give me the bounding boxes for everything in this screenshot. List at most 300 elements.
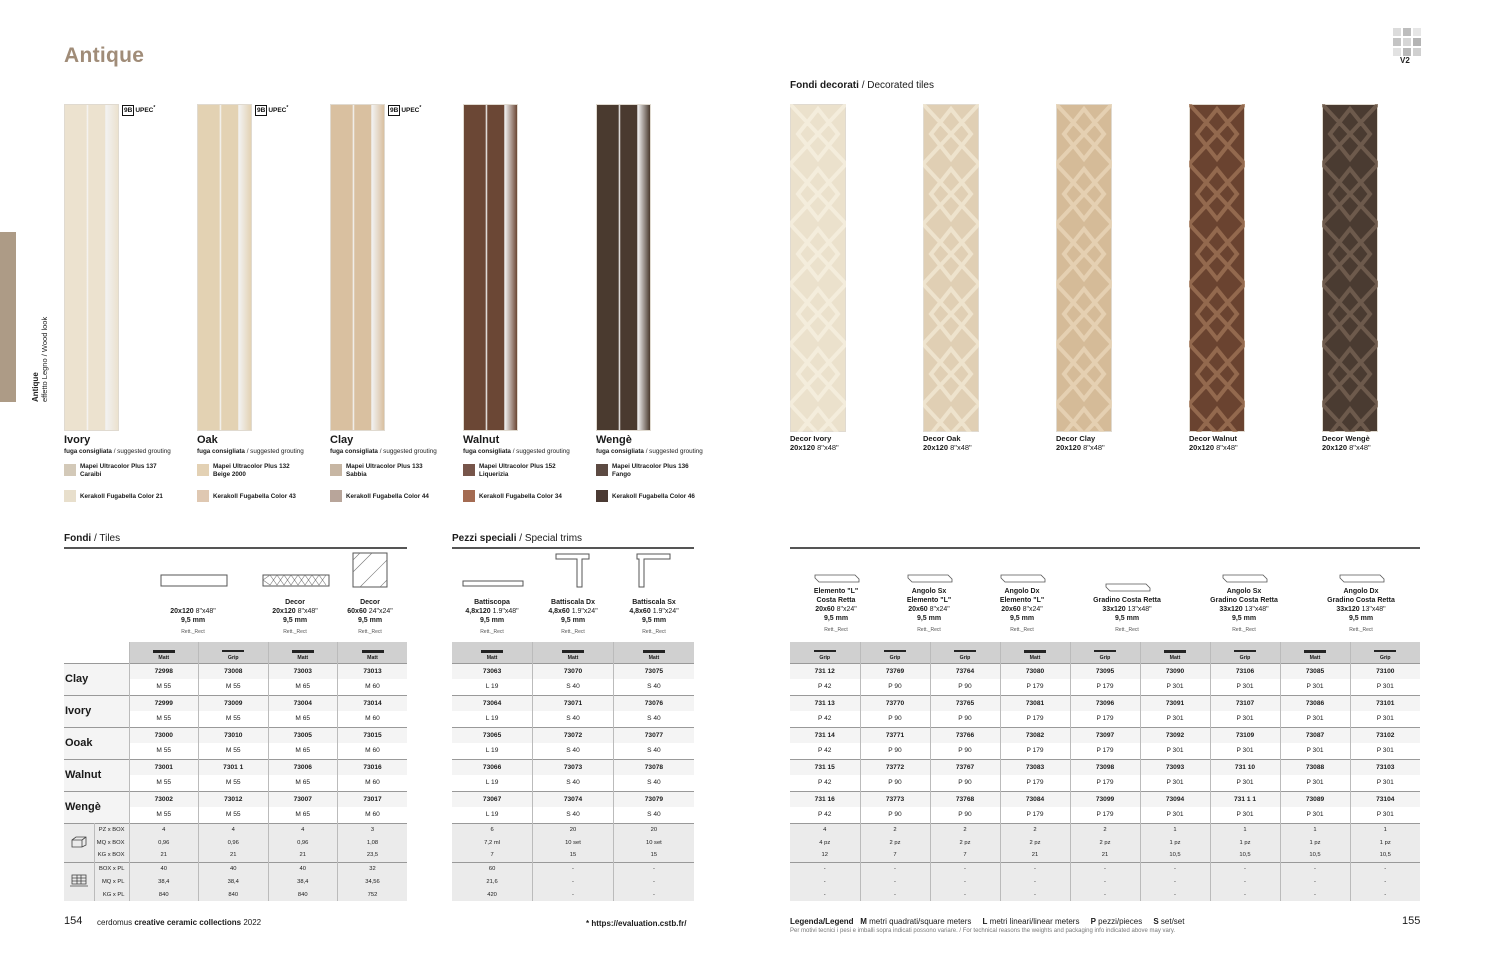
grout-mapei-color: Sabbia (346, 471, 367, 478)
pezzi-table (452, 642, 694, 901)
sales-unit: S 40 (613, 807, 694, 823)
article-code: 73074 (533, 791, 614, 807)
sales-unit: P 42 (790, 807, 860, 823)
sales-unit: P 90 (860, 807, 930, 823)
box-icon-cell (64, 823, 94, 862)
decor-size: 20x120 (923, 443, 949, 452)
row-label: Ivory (64, 695, 129, 727)
col-size: 20x120 (272, 608, 296, 615)
fondi-table (64, 642, 407, 901)
box-icon (70, 836, 88, 848)
decor-name (1322, 434, 1371, 452)
article-code: 73109 (1210, 727, 1280, 743)
pezzi-col-header (533, 598, 613, 637)
sales-unit: P 301 (1140, 807, 1210, 823)
article-code: 73006 (268, 759, 338, 775)
pack-value: 10,5 (1280, 849, 1350, 862)
cstb-link[interactable]: * https://evaluation.cstb.fr/ (586, 919, 687, 928)
matt-icon (1024, 650, 1046, 653)
pack-value: - (860, 888, 930, 901)
article-code: 73013 (338, 663, 408, 679)
matt-icon (362, 650, 384, 653)
row-label: Walnut (64, 759, 129, 791)
finish-header (452, 642, 533, 663)
logo-label: V2 (1400, 56, 1410, 65)
decor-name (1056, 434, 1105, 452)
article-code: 73077 (613, 727, 694, 743)
article-code: 72998 (129, 663, 199, 679)
pack-value: 420 (452, 888, 533, 901)
trim-col-header (1306, 571, 1416, 635)
grip-icon (1374, 650, 1396, 653)
finish-header (533, 642, 614, 663)
decor-section-title: Fondi decorati / Decorated tiles (790, 80, 934, 91)
tile-swatch (330, 104, 385, 431)
article-code: 73070 (533, 663, 614, 679)
grout-kerakoll: Kerakoll Fugabella Color 43 (213, 493, 296, 500)
col-name-2: Gradino Costa Retta (1093, 597, 1161, 604)
grout-mapei-color: Fango (612, 471, 631, 478)
sales-unit: M 65 (268, 679, 338, 695)
plank-thumb (160, 574, 228, 588)
sales-unit: M 65 (268, 743, 338, 759)
sales-unit: P 179 (1070, 807, 1140, 823)
finish-label: Grip (1379, 654, 1391, 661)
pack-value: 1 (1140, 823, 1210, 836)
pack-value: 1 pz (1140, 836, 1210, 849)
sales-unit: P 42 (790, 711, 860, 727)
pack-value: 0,96 (199, 836, 269, 849)
finish-header (860, 642, 930, 663)
matt-icon (1304, 650, 1326, 653)
article-code: 73083 (1000, 759, 1070, 775)
article-code: 73072 (533, 727, 614, 743)
pack-value: 1 (1350, 823, 1420, 836)
col-name-2: Elemento "L" (999, 597, 1045, 604)
grouting-caption-en: / suggested grouting (246, 448, 304, 455)
col-size: 33x120 (1219, 606, 1243, 613)
finish-label: Grip (1099, 654, 1111, 661)
grout-mapei-color: Beige 2000 (213, 471, 246, 478)
grip-icon (1234, 650, 1256, 653)
article-code: 731 13 (790, 695, 860, 711)
finish-header (268, 642, 338, 663)
sales-unit: P 301 (1210, 679, 1280, 695)
pack-value: 4 pz (790, 836, 860, 849)
sales-unit: P 179 (1000, 775, 1070, 791)
col-rect: Rett._Rect (824, 627, 848, 633)
grout-swatch-kerakoll (330, 490, 342, 502)
grout-swatch-kerakoll (64, 490, 76, 502)
finish-header (613, 642, 694, 663)
finish-label: Matt (1029, 654, 1041, 661)
sales-unit: M 60 (338, 711, 408, 727)
pack-value: - (860, 862, 930, 875)
pack-value: 10,5 (1140, 849, 1210, 862)
tile-name: Walnut (463, 434, 500, 446)
sales-unit: P 90 (860, 711, 930, 727)
badge-star: * (419, 105, 422, 111)
col-thickness: 9,5 mm (479, 617, 505, 624)
pack-value: 34,56 (338, 875, 408, 888)
tile-swatch (64, 104, 119, 431)
grout-mapei-name: Mapei Ultracolor Plus 152 (479, 463, 556, 470)
article-code: 73767 (930, 759, 1000, 775)
badge-box: 9B (390, 107, 399, 115)
fondi-rule (64, 547, 407, 549)
col-size: 20x60 (908, 606, 928, 613)
pack-value: - (613, 862, 694, 875)
sales-unit: L 19 (452, 807, 533, 823)
pack-value: - (1140, 875, 1210, 888)
article-code: 73080 (1000, 663, 1070, 679)
sales-unit: P 179 (1000, 679, 1070, 695)
sales-unit: L 19 (452, 775, 533, 791)
col-inch: 1.9"x24" (652, 608, 679, 615)
sales-unit: P 42 (790, 679, 860, 695)
pack-value: - (1140, 862, 1210, 875)
sales-unit: P 90 (930, 775, 1000, 791)
article-code: 73086 (1280, 695, 1350, 711)
skirting-thumb (462, 580, 524, 588)
trims-table (790, 642, 1420, 901)
pack-value: - (790, 875, 860, 888)
col-name-1: Angolo Dx (1343, 588, 1379, 595)
decor-title: Decor Clay (1056, 434, 1096, 443)
grip-icon (814, 650, 836, 653)
tile-swatch (463, 104, 518, 431)
sales-unit: M 60 (338, 775, 408, 791)
col-inch: 8"x48" (195, 608, 216, 615)
col-size: 4,8x60 (629, 608, 651, 615)
col-size: 60x60 (347, 608, 367, 615)
sales-unit: P 179 (1000, 743, 1070, 759)
matt-icon (1164, 650, 1186, 653)
sales-unit: P 301 (1140, 711, 1210, 727)
col-name: Decor (285, 599, 305, 606)
row-label: Clay (64, 663, 129, 695)
col-rect: Rett._Rect (181, 629, 205, 635)
col-name: Battiscala Dx (551, 599, 595, 606)
article-code: 73104 (1350, 791, 1420, 807)
pack-value: 840 (129, 888, 199, 901)
finish-label: Matt (367, 654, 378, 661)
pack-value: 2 pz (1000, 836, 1070, 849)
article-code: 73008 (199, 663, 269, 679)
col-inch: 8"x48" (297, 608, 318, 615)
grout-swatch-mapei (596, 464, 608, 476)
grouting-caption (463, 448, 570, 455)
grout-mapei (80, 463, 157, 479)
article-code: 731 10 (1210, 759, 1280, 775)
finish-label: Matt (1309, 654, 1321, 661)
pack-value: 2 pz (930, 836, 1000, 849)
grout-mapei (479, 463, 556, 479)
pack-value: 15 (613, 849, 694, 862)
sales-unit: P 301 (1210, 743, 1280, 759)
col-name: Battiscopa (474, 599, 510, 606)
col-inch: 8"x24" (1022, 606, 1043, 613)
pack-value: - (1210, 888, 1280, 901)
pack-value: - (533, 862, 614, 875)
sales-unit: P 179 (1070, 711, 1140, 727)
article-code: 73082 (1000, 727, 1070, 743)
pack-value: 38,4 (199, 875, 269, 888)
article-code: 73073 (533, 759, 614, 775)
section-tab (0, 232, 16, 402)
pack-value: - (1280, 888, 1350, 901)
pack-value: 1 pz (1350, 836, 1420, 849)
col-thickness: 9,5 mm (180, 617, 206, 624)
pack-value: - (930, 888, 1000, 901)
sales-unit: P 90 (860, 743, 930, 759)
col-thickness: 9,5 mm (560, 617, 586, 624)
pack-value: 21 (268, 849, 338, 862)
sales-unit: M 55 (129, 775, 199, 791)
pack-value: 10,5 (1210, 849, 1280, 862)
pack-value: - (930, 862, 1000, 875)
sales-unit: M 65 (268, 711, 338, 727)
sales-unit: L 19 (452, 679, 533, 695)
legend-note: Per motivi tecnici i pesi e imballi sopra indicati possono variare. / For technical reasons the weights and packaging info indicated above may vary. (790, 928, 1176, 934)
pack-value: 1 (1280, 823, 1350, 836)
decor-name (1189, 434, 1238, 452)
pack-label: PZ x BOX (94, 823, 129, 836)
article-code: 73103 (1350, 759, 1420, 775)
article-code: 73772 (860, 759, 930, 775)
sales-unit: M 55 (129, 743, 199, 759)
pack-value: - (1280, 862, 1350, 875)
col-size: 20x120 (170, 608, 194, 615)
sales-unit: P 179 (1070, 743, 1140, 759)
grout-kerakoll: Kerakoll Fugabella Color 21 (80, 493, 163, 500)
pack-value: 21 (1070, 849, 1140, 862)
pack-value: - (790, 862, 860, 875)
matt-icon (153, 650, 175, 653)
decor-inch: 8"x48" (1349, 443, 1371, 452)
article-code: 73017 (338, 791, 408, 807)
grouting-caption-it: fuga consigliata (197, 448, 245, 455)
sales-unit: S 40 (533, 679, 614, 695)
grout-swatch-mapei (197, 464, 209, 476)
col-rect: Rett._Rect (1349, 627, 1373, 633)
finish-header (129, 642, 199, 663)
article-code: 73766 (930, 727, 1000, 743)
col-size: 33x120 (1102, 606, 1126, 613)
col-inch: 1.9"x48" (492, 608, 519, 615)
page-number-left: 154 (64, 915, 83, 927)
step-thumb (1336, 571, 1386, 585)
grouting-caption-it: fuga consigliata (330, 448, 378, 455)
sales-unit: P 301 (1140, 679, 1210, 695)
finish-header (199, 642, 269, 663)
decor-name (790, 434, 839, 452)
col-thickness: 9,5 mm (1348, 615, 1374, 622)
finish-header (790, 642, 860, 663)
step-thumb (997, 571, 1047, 585)
sales-unit: P 301 (1280, 711, 1350, 727)
pack-value: 7 (452, 849, 533, 862)
sales-unit: P 301 (1210, 775, 1280, 791)
pack-value: 10,5 (1350, 849, 1420, 862)
pack-value: - (930, 875, 1000, 888)
pack-value: 2 pz (860, 836, 930, 849)
sales-unit: P 301 (1280, 743, 1350, 759)
col-thickness: 9,5 mm (916, 615, 942, 622)
sales-unit: P 301 (1280, 775, 1350, 791)
tile-name: Clay (330, 434, 354, 446)
finish-header (930, 642, 1000, 663)
sales-unit: S 40 (613, 711, 694, 727)
decor-plank-thumb (262, 574, 330, 588)
sales-unit: S 40 (533, 775, 614, 791)
col-inch: 13"x48" (1127, 606, 1152, 613)
upec-badge (388, 105, 421, 116)
col-rect: Rett._Rect (283, 629, 307, 635)
pack-value: 3 (338, 823, 408, 836)
pack-value: 21 (199, 849, 269, 862)
pack-value: - (1280, 875, 1350, 888)
matt-icon (562, 650, 584, 653)
sales-unit: S 40 (613, 679, 694, 695)
grouting-caption (64, 448, 171, 455)
pack-value: 4 (129, 823, 199, 836)
pack-value: 20 (533, 823, 614, 836)
finish-header (1070, 642, 1140, 663)
col-size: 33x120 (1336, 606, 1360, 613)
finish-label: Grip (819, 654, 831, 661)
finish-label: Grip (959, 654, 971, 661)
col-name-1: Angolo Sx (911, 588, 947, 595)
pack-value: 21,6 (452, 875, 533, 888)
article-code: 73014 (338, 695, 408, 711)
col-rect: Rett._Rect (480, 629, 504, 635)
pack-value: 40 (129, 862, 199, 875)
decor-title: Decor Walnut (1189, 434, 1238, 443)
article-code: 73064 (452, 695, 533, 711)
sales-unit: S 40 (533, 807, 614, 823)
col-inch: 13"x48" (1361, 606, 1386, 613)
sales-unit: P 301 (1350, 711, 1420, 727)
brand-footer: cerdomus creative ceramic collections 2022 (97, 918, 262, 927)
decor-square-thumb (352, 552, 388, 588)
pack-value: - (1140, 888, 1210, 901)
fondi-title: Fondi / Tiles (64, 533, 121, 544)
sales-unit: P 301 (1350, 743, 1420, 759)
article-code: 73005 (268, 727, 338, 743)
sales-unit: P 179 (1000, 711, 1070, 727)
article-code: 73099 (1070, 791, 1140, 807)
finish-label: Matt (1169, 654, 1181, 661)
sales-unit: M 55 (199, 807, 269, 823)
trim-col-header (967, 571, 1077, 635)
article-code: 73094 (1140, 791, 1210, 807)
sales-unit: P 90 (860, 679, 930, 695)
article-code: 73095 (1070, 663, 1140, 679)
article-code: 73101 (1350, 695, 1420, 711)
sales-unit: P 179 (1000, 807, 1070, 823)
grout-mapei (612, 463, 689, 479)
pack-value: 7 (860, 849, 930, 862)
tile-name: Wengè (596, 434, 632, 446)
pack-value: - (533, 888, 614, 901)
col-rect: Rett._Rect (358, 629, 382, 635)
pack-value: - (1070, 888, 1140, 901)
sales-unit: L 19 (452, 743, 533, 759)
sales-unit: P 42 (790, 743, 860, 759)
pack-value: - (533, 875, 614, 888)
col-rect: Rett._Rect (1010, 627, 1034, 633)
trim-col-header (1072, 580, 1182, 635)
pack-value: 752 (338, 888, 408, 901)
sales-unit: M 60 (338, 679, 408, 695)
right-rule (790, 547, 1420, 549)
article-code: 73081 (1000, 695, 1070, 711)
finish-header (338, 642, 408, 663)
pack-value: 23,5 (338, 849, 408, 862)
decor-inch: 8"x48" (950, 443, 972, 452)
stair-skirting-sx-thumb (636, 553, 672, 589)
sales-unit: P 301 (1280, 807, 1350, 823)
article-code: 73084 (1000, 791, 1070, 807)
article-code: 73768 (930, 791, 1000, 807)
article-code: 73098 (1070, 759, 1140, 775)
finish-label: Matt (648, 654, 660, 661)
col-name-2: Gradino Costa Retta (1327, 597, 1395, 604)
tile-name: Oak (197, 434, 218, 446)
col-name-1: Angolo Dx (1004, 588, 1040, 595)
pack-value: - (790, 888, 860, 901)
col-inch: 8"x24" (836, 606, 857, 613)
sales-unit: M 65 (268, 807, 338, 823)
article-code: 73065 (452, 727, 533, 743)
pallet-icon-cell (64, 862, 94, 901)
grout-mapei (346, 463, 423, 479)
badge-star: * (286, 105, 289, 111)
finish-header (1350, 642, 1420, 663)
article-code: 73007 (268, 791, 338, 807)
grip-icon (1094, 650, 1116, 653)
badge-box: 9B (124, 107, 133, 115)
col-name-1: Elemento "L" (813, 588, 859, 595)
sales-unit: M 55 (199, 743, 269, 759)
article-code: 731 15 (790, 759, 860, 775)
article-code: 73765 (930, 695, 1000, 711)
sales-unit: P 301 (1140, 743, 1210, 759)
pack-value: 1 (1210, 823, 1280, 836)
col-thickness: 9,5 mm (1114, 615, 1140, 622)
sales-unit: P 301 (1350, 807, 1420, 823)
row-label: Wengè (64, 791, 129, 823)
grout-mapei-color: Caraibi (80, 471, 102, 478)
sales-unit: M 55 (129, 711, 199, 727)
pack-value: - (613, 888, 694, 901)
pack-value: 38,4 (268, 875, 338, 888)
matt-icon (481, 650, 503, 653)
article-code: 73002 (129, 791, 199, 807)
pack-value: 840 (199, 888, 269, 901)
decor-tile (923, 104, 979, 432)
grout-swatch-kerakoll (463, 490, 475, 502)
decor-name (923, 434, 972, 452)
finish-header (1280, 642, 1350, 663)
pack-value: - (613, 875, 694, 888)
grouting-caption (197, 448, 304, 455)
col-thickness: 9,5 mm (823, 615, 849, 622)
article-code: 73096 (1070, 695, 1140, 711)
pack-value: 12 (790, 849, 860, 862)
sales-unit: P 301 (1210, 711, 1280, 727)
